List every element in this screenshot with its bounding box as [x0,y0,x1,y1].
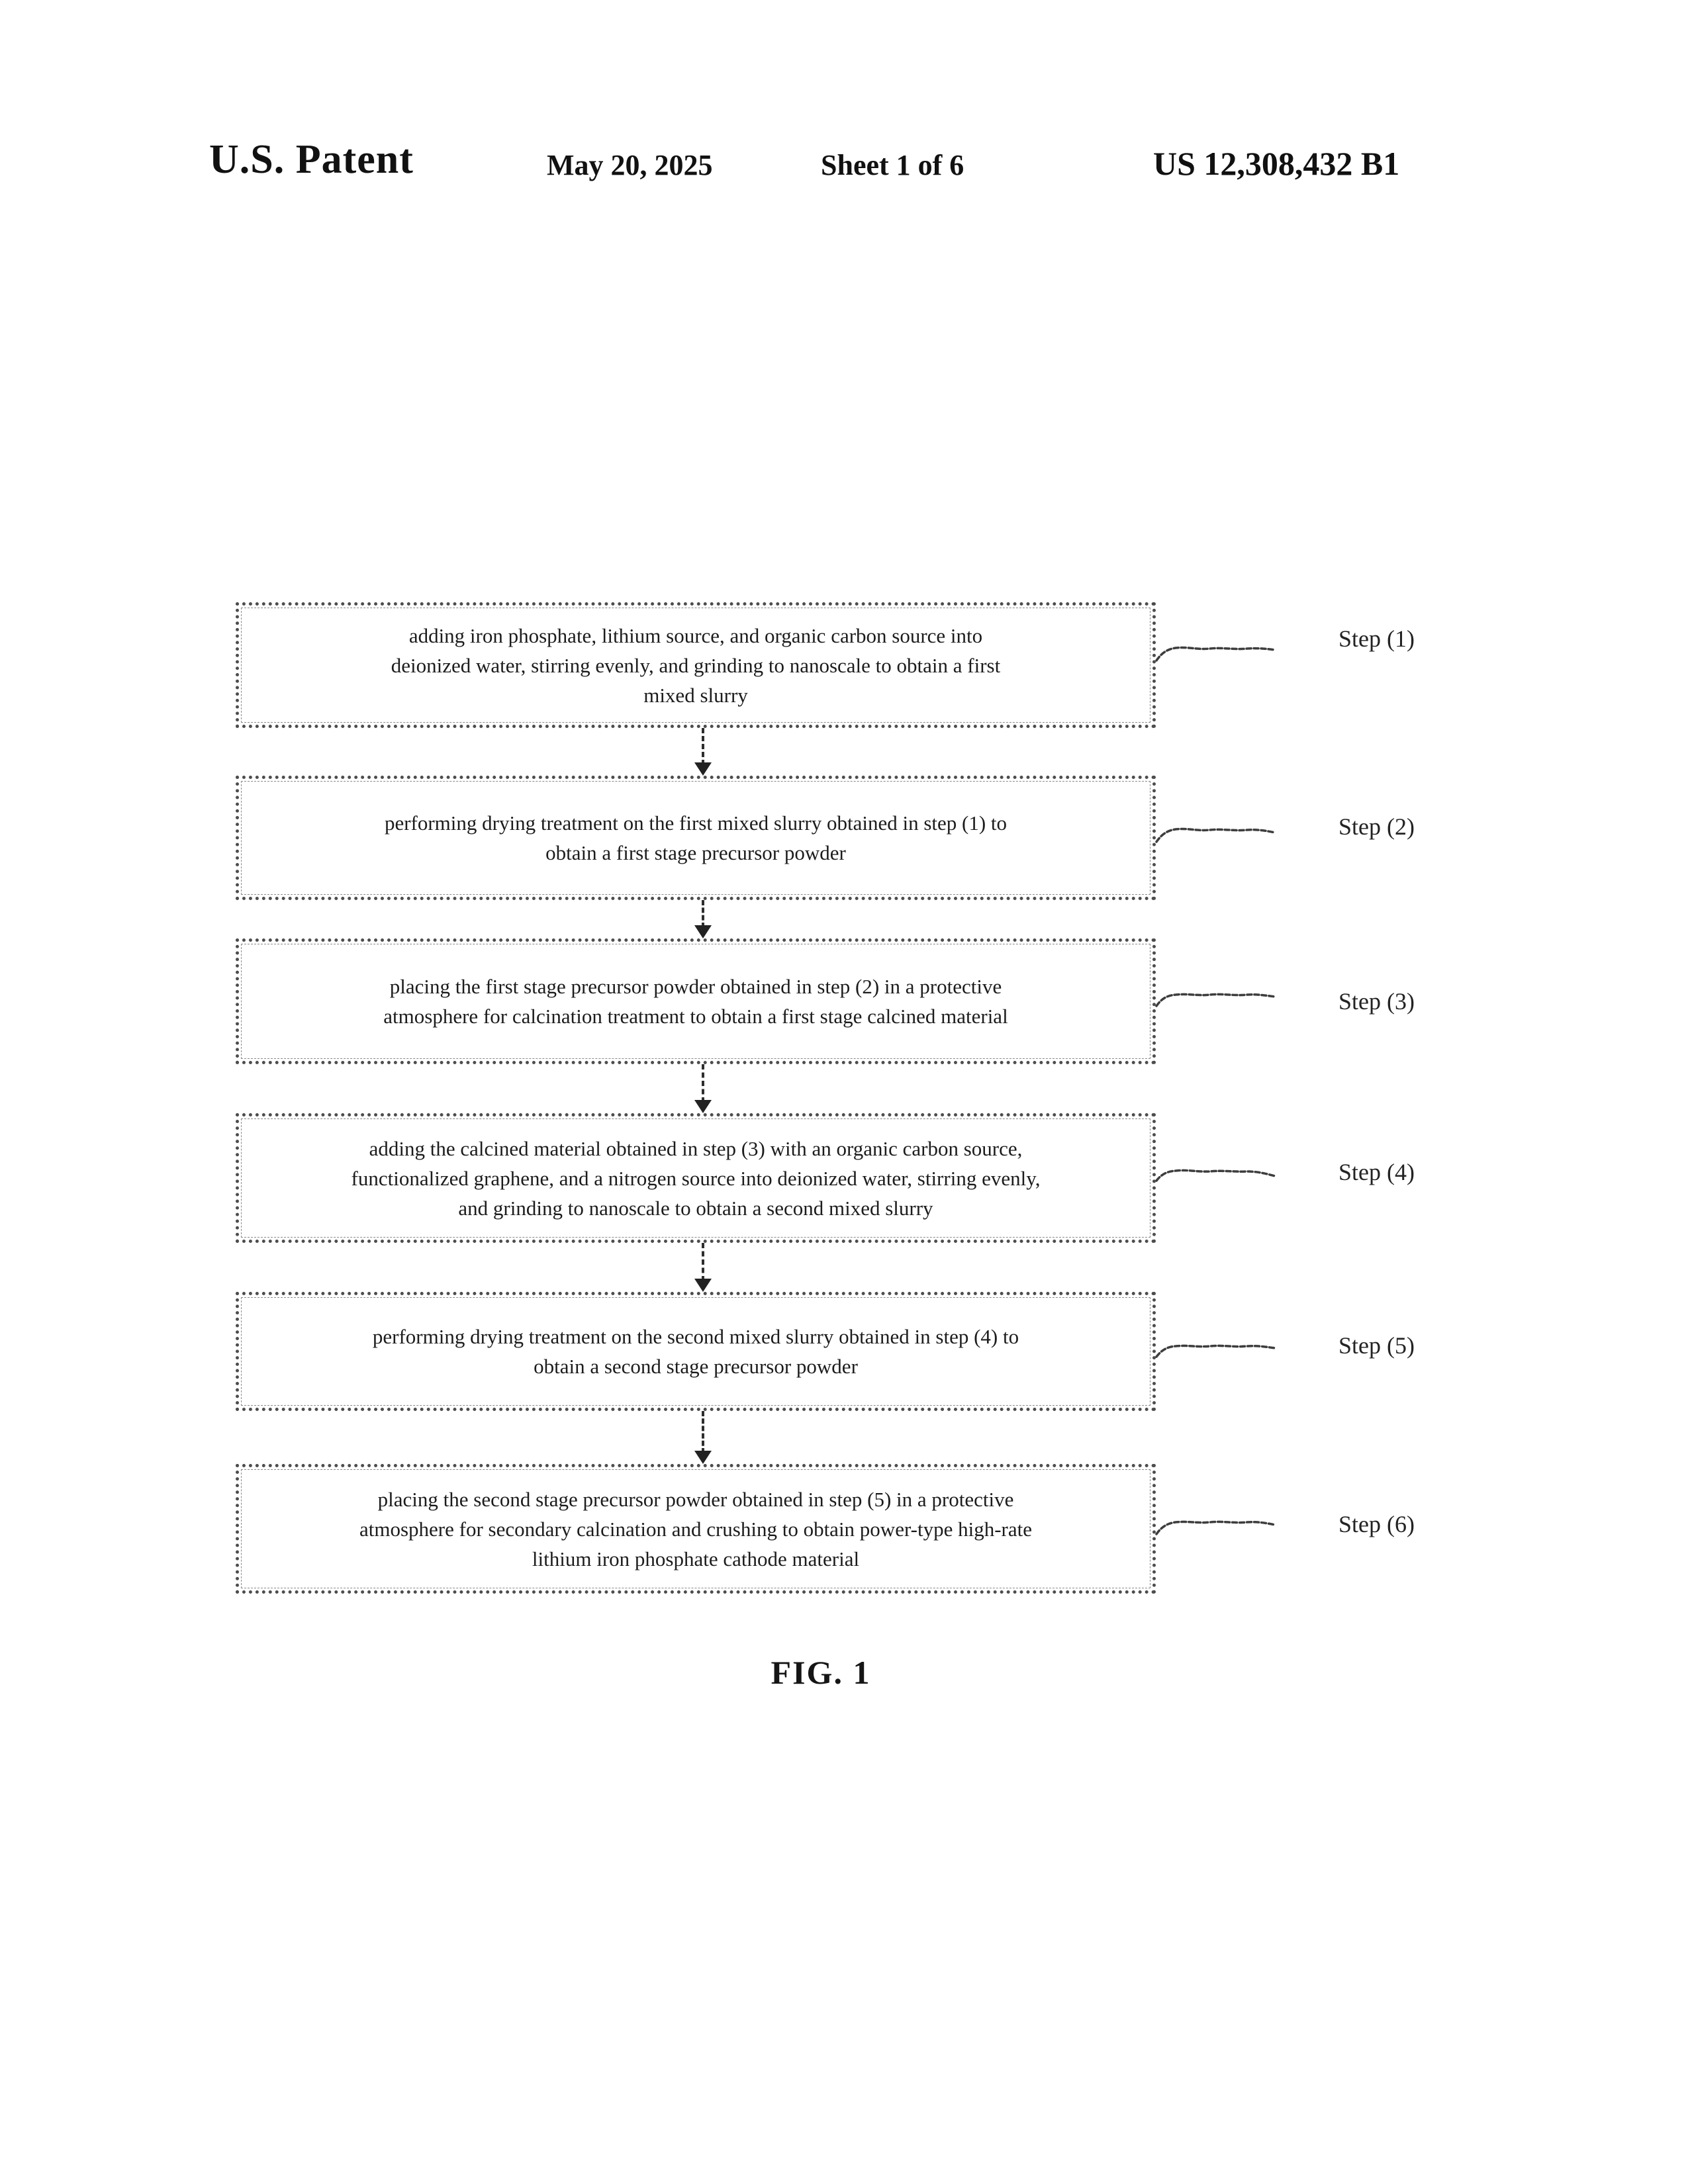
figure-caption: FIG. 1 [771,1654,871,1691]
squiggle-connector [1154,1508,1280,1542]
step-box-2-text: performing drying treatment on the first mixed slurry obtained in step (1) to obtain a first stage precursor powder [384,811,1008,864]
step-label-3: Step (3) [1338,988,1415,1015]
arrow-shaft [702,1411,704,1453]
arrow-head [694,1451,712,1464]
patent-title: U.S. Patent [209,137,414,182]
arrow-shaft [702,728,704,765]
squiggle-connector [1154,815,1280,850]
step-label-1: Step (1) [1338,625,1415,652]
step-box-3 [236,938,1156,1064]
arrow-head [694,1279,712,1292]
down-arrow-icon [694,1064,712,1113]
patent-number: US 12,308,432 B1 [1153,145,1400,182]
step-label-6: Step (6) [1338,1511,1415,1537]
step-box-4-text: adding the calcined material obtained in step (3) with an organic carbon source, functionalized graphene, and a nitrogen source into deionized water, stirring evenly, and grinding to nanoscale to obtain a second mixed slurry [351,1136,1041,1220]
down-arrow-icon [694,900,712,938]
step-box-2 [236,776,1156,900]
squiggle-connector [1154,981,1280,1015]
step-label-4: Step (4) [1338,1159,1415,1185]
squiggle-connector [1154,1332,1280,1366]
step-box-4 [236,1113,1156,1243]
step-box-5-text: performing drying treatment on the second mixed slurry obtained in step (4) to obtain a second stage precursor powder [372,1325,1019,1378]
squiggle-connector [1154,634,1280,668]
arrow-shaft [702,1064,704,1103]
arrow-shaft [702,900,704,928]
patent-date: May 20, 2025 [547,149,713,181]
step-box-6 [236,1464,1156,1594]
step-box-6-text: placing the second stage precursor powder obtained in step (5) in a protective atmosphere for secondary calcination and crushing to obtain power-type high-rate lithium iron phosphate cathode material [359,1487,1032,1570]
arrow-head [694,762,712,776]
squiggle-connector [1154,1157,1280,1191]
down-arrow-icon [694,1411,712,1464]
arrow-head [694,925,712,938]
arrow-shaft [702,1243,704,1281]
step-box-1 [236,602,1156,728]
arrow-head [694,1100,712,1113]
step-label-2: Step (2) [1338,813,1415,840]
step-label-5: Step (5) [1338,1332,1415,1359]
step-box-5 [236,1292,1156,1411]
down-arrow-icon [694,728,712,776]
down-arrow-icon [694,1243,712,1292]
step-box-3-text: placing the first stage precursor powder obtained in step (2) in a protective atmosphere for calcination treatment to obtain a first stage calcined material [383,975,1008,1028]
step-box-1-text: adding iron phosphate, lithium source, and organic carbon source into deionized water, stirring evenly, and grinding to nanoscale to obtain a first mixed slurry [391,623,1001,707]
sheet-number: Sheet 1 of 6 [821,149,964,181]
